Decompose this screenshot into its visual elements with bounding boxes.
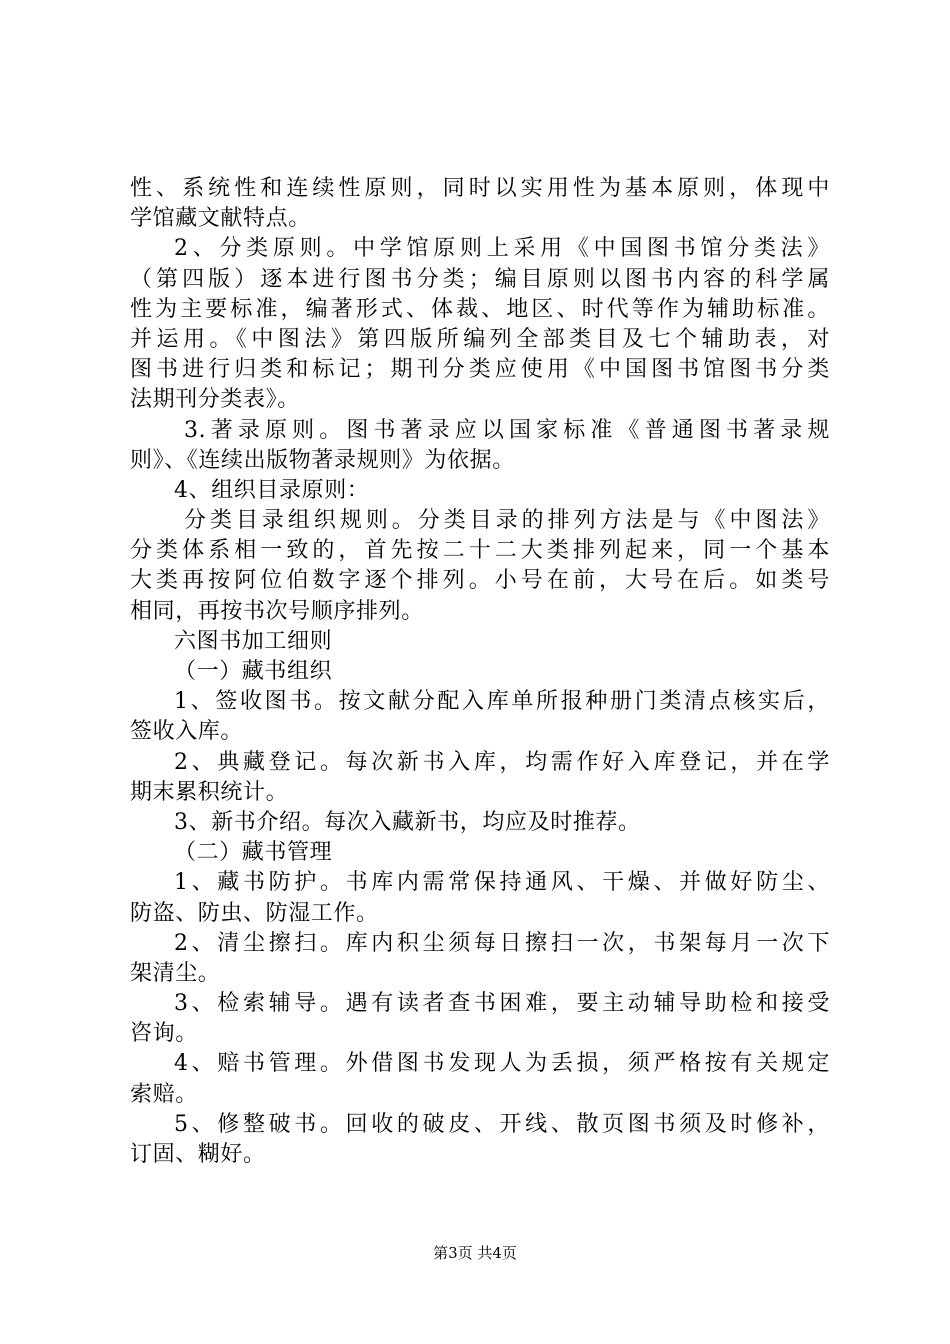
text-line: （一）藏书组织 bbox=[174, 659, 333, 684]
text-line: 1、藏书防护。书库内需常保持通风、干燥、并做好防尘、 bbox=[174, 870, 830, 896]
text-line: （第四版）逐本进行图书分类；编目原则以图书内容的科学属 bbox=[130, 266, 830, 292]
text-line: 架清尘。 bbox=[130, 960, 221, 986]
text-line: 分类体系相一致的，首先按二十二大类排列起来，同一个基本 bbox=[130, 538, 830, 564]
text-line: 4、组织目录原则： bbox=[174, 477, 370, 503]
text-line: 3、新书介绍。每次入藏新书，均应及时推荐。 bbox=[174, 809, 641, 835]
text-line: 签收入库。 bbox=[130, 719, 244, 745]
text-line: 2、分类原则。中学馆原则上采用《中国图书馆分类法》 bbox=[174, 236, 830, 262]
text-line: 图书进行归类和标记；期刊分类应使用《中国图书馆图书分类 bbox=[130, 357, 830, 383]
page-footer: 第3页 共4页 bbox=[433, 1244, 517, 1262]
text-line: 性为主要标准，编著形式、体裁、地区、时代等作为辅助标准。 bbox=[130, 296, 830, 322]
text-line: 法期刊分类表》。 bbox=[130, 387, 300, 413]
document-body bbox=[130, 174, 830, 1170]
text-line: 索赔。 bbox=[130, 1081, 198, 1107]
text-line: 分类目录组织规则。分类目录的排列方法是与《中图法》 bbox=[184, 508, 830, 534]
text-line: 5、修整破书。回收的破皮、开线、散页图书须及时修补， bbox=[174, 1111, 830, 1137]
text-line: 大类再按阿位伯数字逐个排列。小号在前，大号在后。如类号 bbox=[130, 568, 830, 594]
text-line: 期末累积统计。 bbox=[130, 779, 289, 805]
text-line: 并运用。《中图法》第四版所编列全部类目及七个辅助表，对 bbox=[130, 326, 830, 352]
text-line: 3.著录原则。图书著录应以国家标准《普通图书著录规 bbox=[184, 417, 830, 443]
text-line: 2、清尘擦扫。库内积尘须每日擦扫一次，书架每月一次下 bbox=[174, 930, 830, 956]
text-line: （二）藏书管理 bbox=[174, 840, 333, 866]
text-line: 3、检索辅导。遇有读者查书困难，要主动辅导助检和接受 bbox=[174, 991, 830, 1017]
text-line: 1、签收图书。按文献分配入库单所报种册门类清点核实后， bbox=[174, 689, 830, 715]
text-line: 则》、《连续出版物著录规则》为依据。 bbox=[130, 447, 515, 473]
text-line: 防盗、防虫、防湿工作。 bbox=[130, 900, 379, 926]
text-line: 4、赔书管理。外借图书发现人为丢损，须严格按有关规定 bbox=[174, 1051, 830, 1077]
text-line: 2、典藏登记。每次新书入库，均需作好入库登记，并在学 bbox=[174, 749, 830, 775]
text-line: 订固、糊好。 bbox=[130, 1142, 266, 1167]
text-line: 性、系统性和连续性原则，同时以实用性为基本原则，体现中 bbox=[130, 176, 830, 201]
text-line: 学馆藏文献特点。 bbox=[130, 206, 311, 232]
text-line: 咨询。 bbox=[130, 1021, 198, 1047]
text-line: 六图书加工细则 bbox=[174, 628, 333, 654]
text-line: 相同，再按书次号顺序排列。 bbox=[130, 598, 424, 624]
